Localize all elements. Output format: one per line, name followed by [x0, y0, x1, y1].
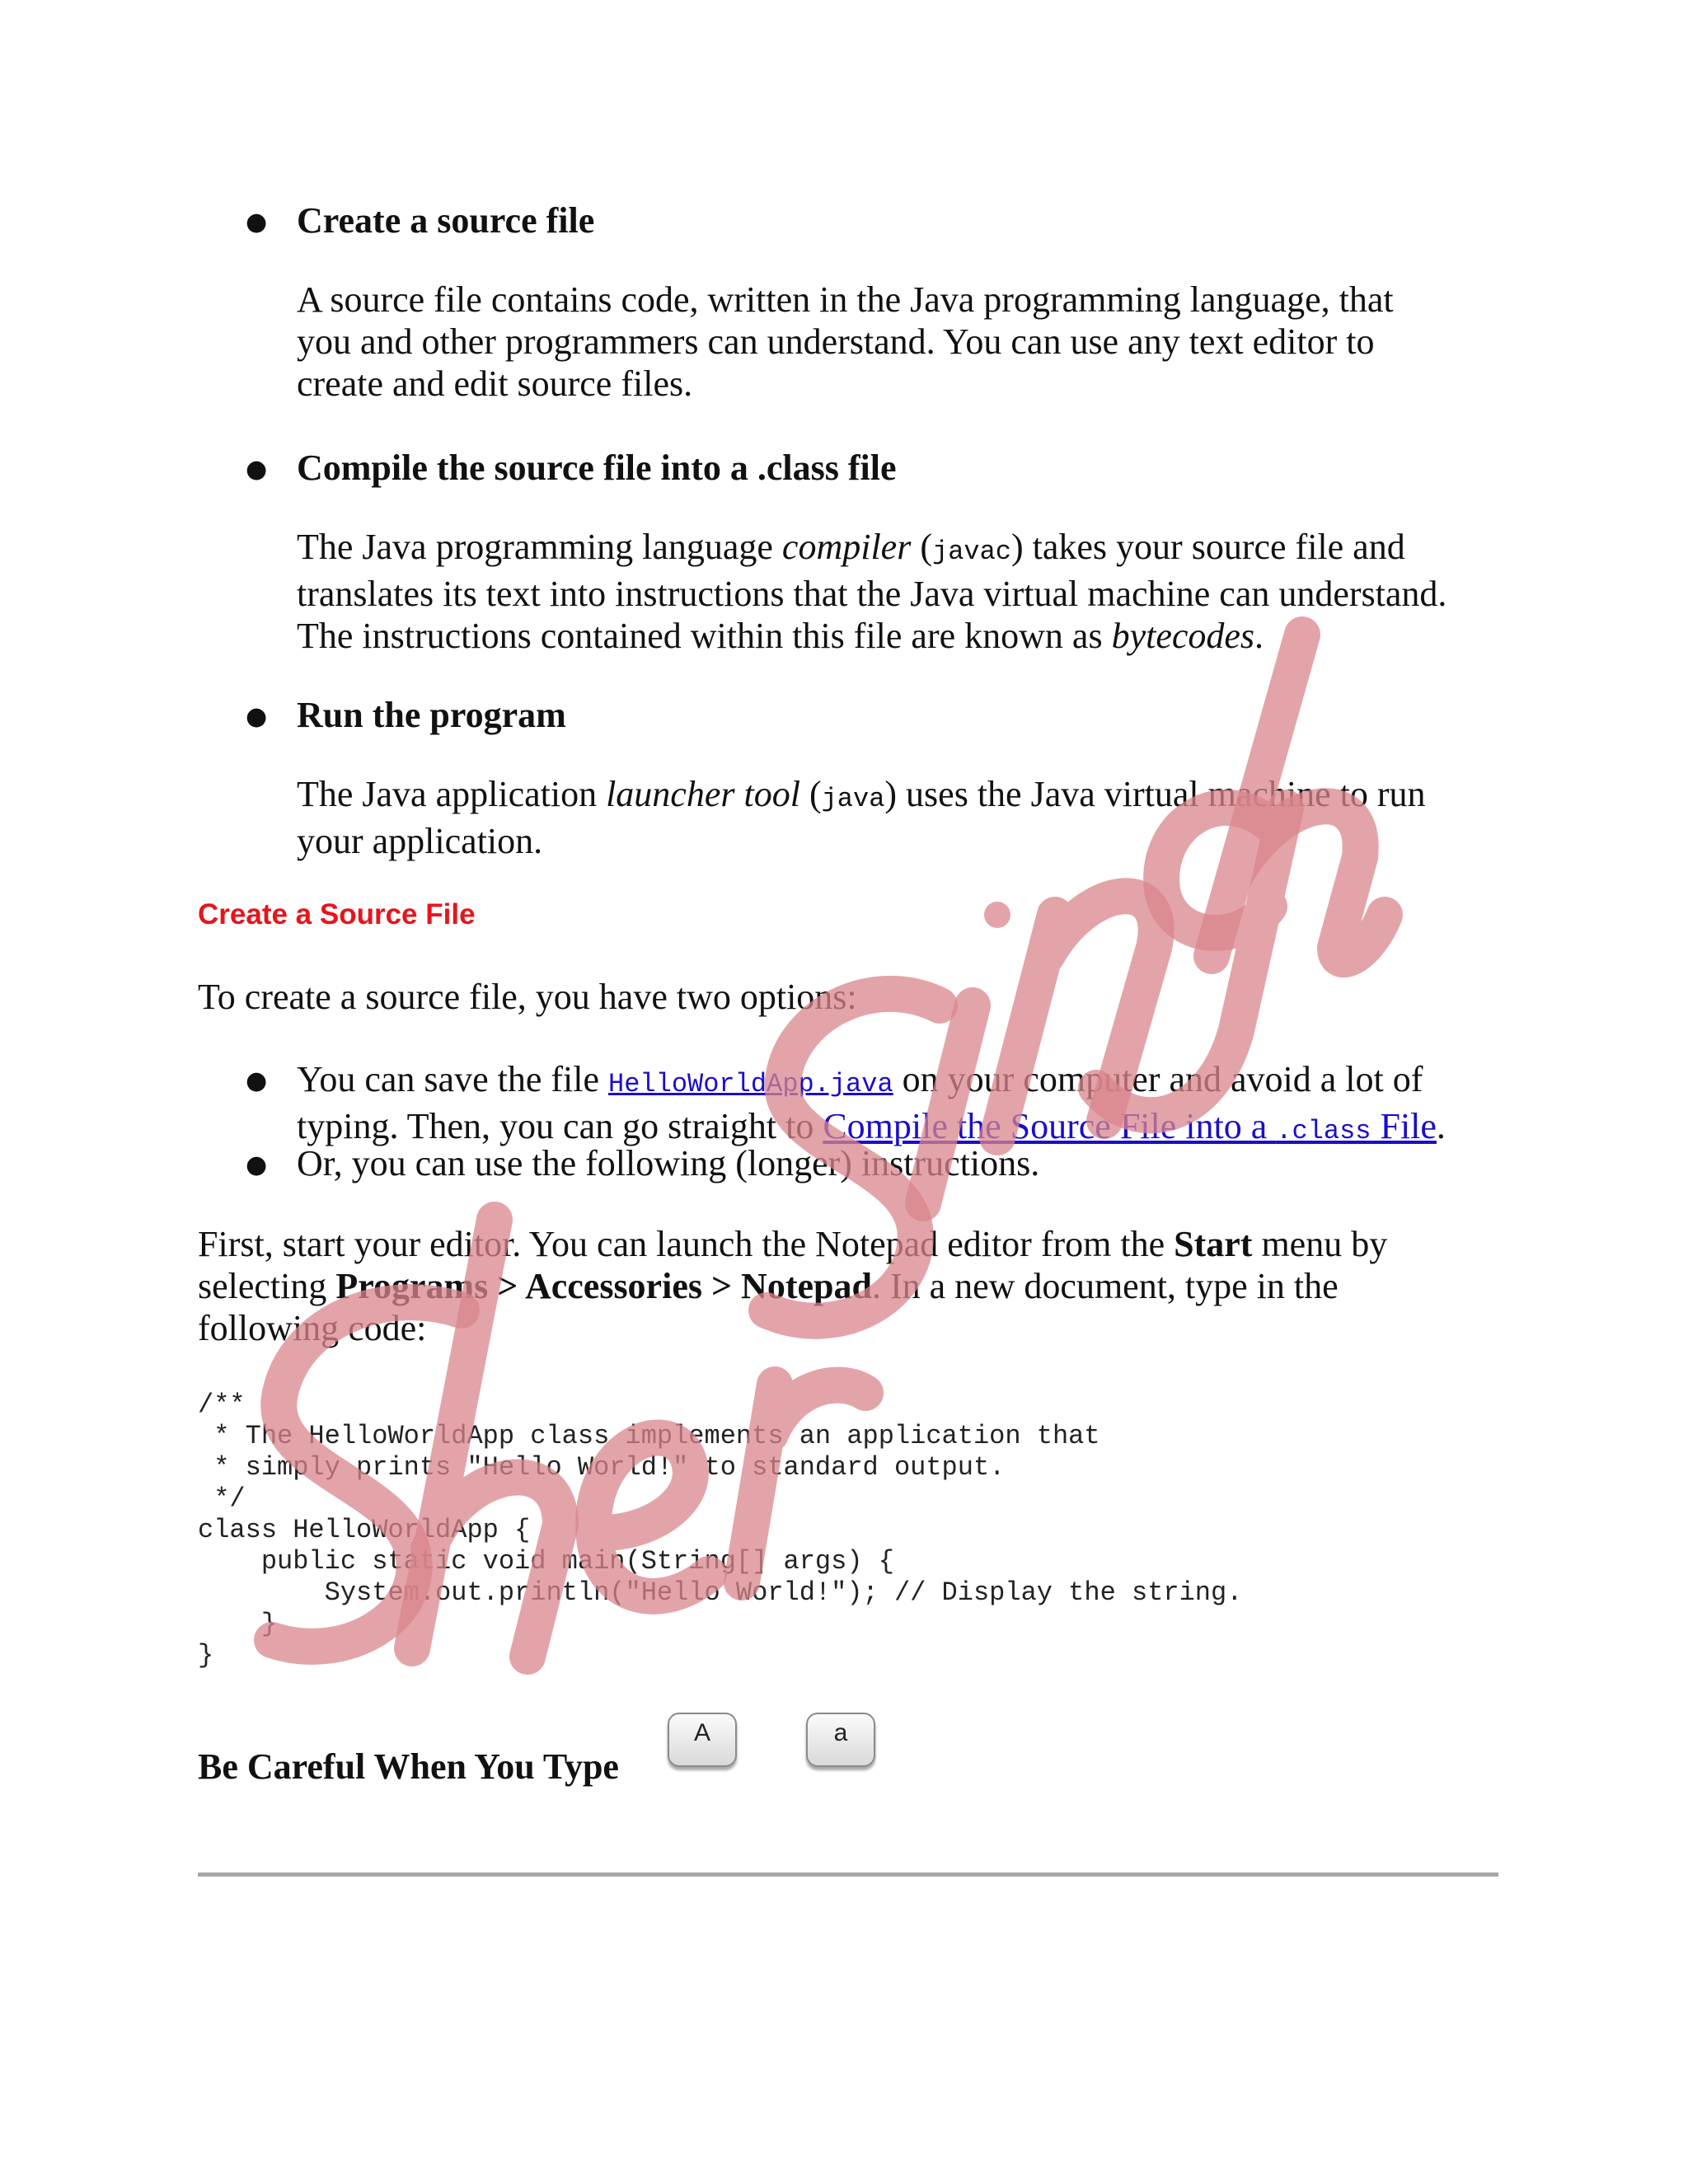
bullet-icon: ● — [246, 1151, 268, 1179]
compile-section-link[interactable]: Compile the Source File into a .class File — [823, 1106, 1437, 1146]
lowercase-key-icon: a — [806, 1713, 875, 1767]
horizontal-divider — [198, 1872, 1498, 1877]
bullet-icon: ● — [246, 455, 268, 484]
option-1: You can save the file HelloWorldApp.java on your computer and avoid a lot of typing. Then, you can go straight to Compile the Source File into a .class File. — [297, 1059, 1446, 1146]
intro-text: To create a source file, you have two options: — [198, 977, 857, 1017]
hello-world-file-link[interactable]: HelloWorldApp.java — [608, 1069, 893, 1099]
bullet-icon: ● — [246, 1066, 268, 1095]
bullet-icon: ● — [246, 702, 268, 731]
step-body-create-source: A source file contains code, written in the Java programming language, that you and other programmers can understand. You can use any text editor to create and edit source files. — [297, 279, 1394, 404]
step-title-create-source: Create a source file — [297, 200, 595, 241]
code-block: /** * The HelloWorldApp class implements an application that * simply prints "Hello World!" to standard output. */ class HelloWorldApp { public static void main(String[] args) { System.out.println("Hello World!"); // Display the string. } } — [198, 1390, 1243, 1671]
section-heading: Create a Source File — [198, 898, 476, 930]
code-java: java — [821, 784, 885, 814]
editor-paragraph: First, start your editor. You can launch the Notepad editor from the Start menu by selecting Programs > Accessories > Notepad. In a new document, type in the following code: — [198, 1224, 1388, 1348]
step-body-compile: The Java programming language compiler (javac) takes your source file and translates its text into instructions that the Java virtual machine can understand. The instructions contained within this file are known as bytecodes. — [297, 527, 1447, 656]
careful-heading: Be Careful When You Type — [198, 1746, 619, 1787]
step-body-run: The Java application launcher tool (java) uses the Java virtual machine to run your application. — [297, 774, 1426, 861]
bullet-icon: ● — [246, 208, 268, 237]
step-title-compile: Compile the source file into a .class file — [297, 448, 897, 488]
uppercase-key-icon: A — [668, 1713, 737, 1767]
option-2: Or, you can use the following (longer) instructions. — [297, 1143, 1040, 1183]
code-javac: javac — [931, 537, 1011, 567]
step-title-run: Run the program — [297, 695, 566, 735]
